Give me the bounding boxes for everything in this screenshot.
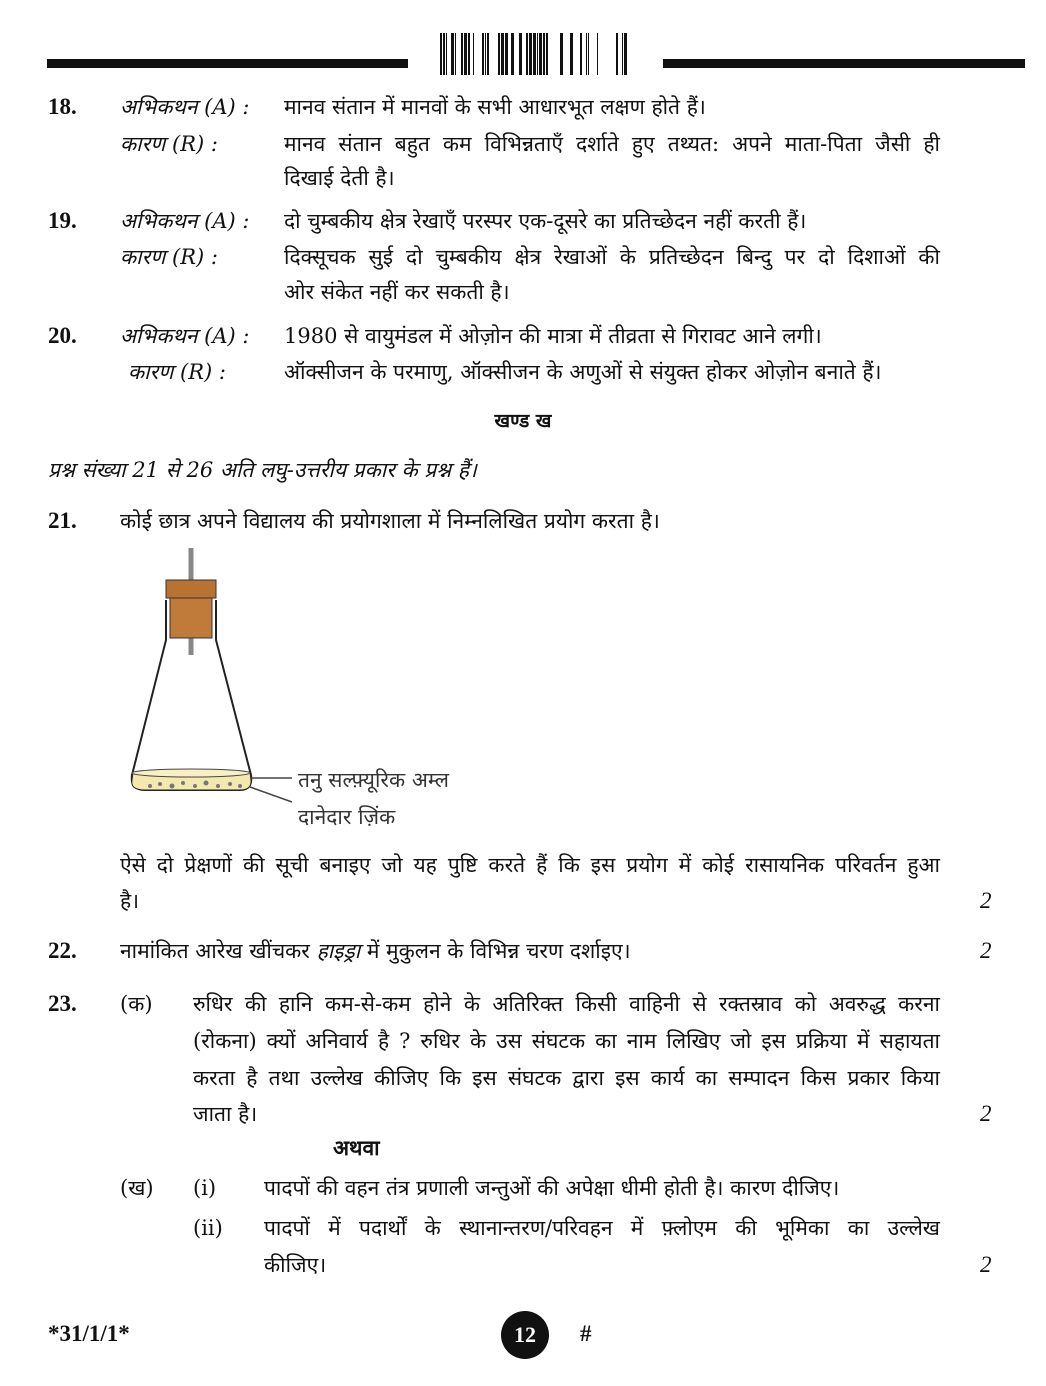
page-number: 12 [514, 1322, 536, 1347]
question-number: 23. [48, 991, 77, 1016]
marks: 2 [980, 1252, 992, 1277]
reason-text-cont: दिखाई देती है। [284, 166, 395, 190]
question-text: पादपों में पदार्थों के स्थानान्तरण/परिवहन में फ़्लोएम की भूमिका का उल्लेख [264, 1216, 940, 1240]
question-number: 20. [48, 323, 77, 348]
label-dilute-sulphuric-acid: तनु सल्फ़्यूरिक अम्ल [298, 768, 450, 792]
question-text: जाता है। [193, 1102, 258, 1126]
marks: 2 [980, 1101, 992, 1126]
question-number: 21. [48, 508, 77, 533]
question-number: 18. [48, 94, 77, 119]
text-part: नामांकित आरेख खींचकर [120, 939, 317, 963]
assertion-label: अभिकथन (A) : [120, 324, 250, 348]
page-number-badge [501, 1311, 549, 1359]
paper-code: *31/1/1* [48, 1321, 130, 1346]
header-rule-left [47, 59, 408, 68]
section-title: खण्ड ख [494, 410, 552, 432]
reason-text: ऑक्सीजन के परमाणु, ऑक्सीजन के अणुओं से संयुक्त होकर ओज़ोन बनाते हैं। [284, 360, 882, 384]
assertion-label: अभिकथन (A) : [120, 209, 250, 233]
hash-mark: # [580, 1321, 592, 1346]
assertion-label: अभिकथन (A) : [120, 95, 250, 119]
reason-label: कारण (R) : [128, 360, 226, 384]
reason-text: मानव संतान बहुत कम विभिन्नताएँ दर्शाते हुए तथ्यत: अपने माता-पिता जैसी ही [284, 132, 940, 156]
flask-diagram [120, 540, 480, 840]
reason-text-cont: ओर संकेत नहीं कर सकती है। [284, 280, 510, 304]
question-number: 22. [48, 938, 77, 963]
question-text: रुधिर की हानि कम-से-कम होने के अतिरिक्त किसी वाहिनी से रक्तस्राव को अवरुद्ध करना [193, 992, 940, 1016]
header-rule-right [663, 59, 1025, 68]
question-text-cont: है। [120, 889, 140, 913]
assertion-text: मानव संतान में मानवों के सभी आधारभूत लक्षण होते हैं। [284, 95, 706, 119]
label-granulated-zinc: दानेदार ज़िंक [298, 805, 396, 829]
text-italic: हाइड्रा [316, 939, 361, 963]
reason-label: कारण (R) : [120, 245, 218, 269]
question-text: कीजिए। [264, 1253, 327, 1277]
question-text [120, 937, 631, 965]
question-text: कोई छात्र अपने विद्यालय की प्रयोगशाला में निम्नलिखित प्रयोग करता है। [120, 509, 660, 533]
text-part: में मुकुलन के विभिन्न चरण दर्शाइए। [360, 939, 631, 963]
reason-text: दिक्सूचक सुई दो चुम्बकीय क्षेत्र रेखाओं के प्रतिच्छेदन बिन्दु पर दो दिशाओं की [284, 245, 940, 269]
question-text: (रोकना) क्यों अनिवार्य है ? रुधिर के उस संघटक का नाम लिखिए जो इस प्रक्रिया में सहायता [193, 1029, 940, 1053]
section-instructions: प्रश्न संख्या 21 से 26 अति लघु-उत्तरीय प्रकार के प्रश्न हैं। [48, 458, 477, 482]
marks: 2 [980, 938, 992, 963]
marks: 2 [980, 888, 992, 913]
question-text: पादपों की वहन तंत्र प्रणाली जन्तुओं की अपेक्षा धीमी होती है। कारण दीजिए। [264, 1176, 840, 1200]
subpart-label: (i) [193, 1176, 217, 1200]
part-label: (ख) [120, 1176, 154, 1200]
reason-label: कारण (R) : [120, 132, 218, 156]
question-text: ऐसे दो प्रेक्षणों की सूची बनाइए जो यह पुष्टि करते हैं कि इस प्रयोग में कोई रासायनिक परिवर्तन हुआ [120, 853, 940, 877]
part-label: (क) [120, 992, 153, 1016]
assertion-text: दो चुम्बकीय क्षेत्र रेखाएँ परस्पर एक-दूसरे का प्रतिच्छेदन नहीं करती हैं। [284, 209, 807, 233]
barcode [440, 33, 632, 75]
or-label: अथवा [333, 1135, 380, 1160]
assertion-text: 1980 से वायुमंडल में ओज़ोन की मात्रा में तीव्रता से गिरावट आने लगी। [284, 324, 822, 348]
subpart-label: (ii) [193, 1216, 223, 1240]
question-text: करता है तथा उल्लेख कीजिए कि इस संघटक द्वारा इस कार्य का सम्पादन किस प्रकार किया [193, 1066, 940, 1090]
question-number: 19. [48, 208, 77, 233]
